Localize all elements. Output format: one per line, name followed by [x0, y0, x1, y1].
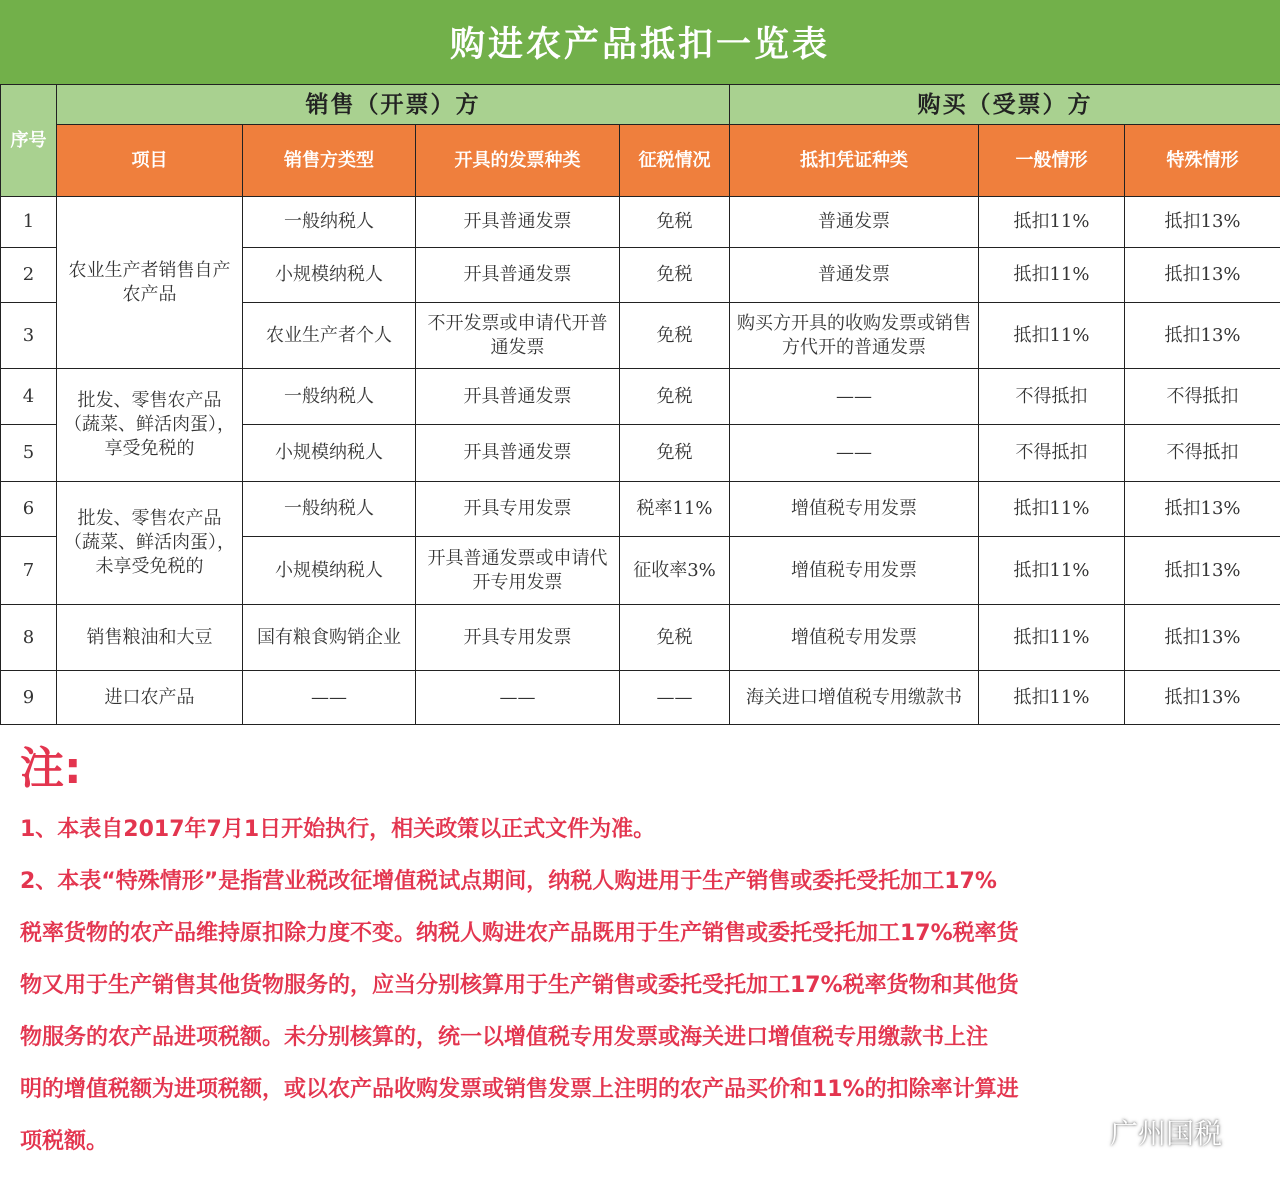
cell-seller-type: 一般纳税人: [243, 369, 416, 425]
cell-seller-type: 小规模纳税人: [243, 425, 416, 482]
cell-special-case: 不得抵扣: [1125, 425, 1280, 482]
cell-seller-type: 一般纳税人: [243, 482, 416, 537]
note-2-line: 项税额。: [20, 1129, 109, 1154]
cell-general-case: 抵扣11%: [979, 482, 1125, 537]
header-invoice-type: 开具的发票种类: [416, 125, 620, 197]
cell-invoice-type: 开具普通发票: [416, 248, 620, 303]
cell-voucher-type: 普通发票: [730, 197, 979, 248]
cell-special-case: 抵扣13%: [1125, 303, 1280, 369]
cell-voucher-type: 普通发票: [730, 248, 979, 303]
cell-invoice-type: 开具普通发票: [416, 369, 620, 425]
note-2-line: 物服务的农产品进项税额。未分别核算的，统一以增值税专用发票或海关进口增值税专用缴款书上注: [20, 1025, 989, 1050]
cell-tax-status: 免税: [620, 425, 730, 482]
notes-section: [20, 734, 1260, 1168]
cell-tax-status: ——: [620, 671, 730, 725]
cell-seq: 7: [1, 537, 57, 605]
cell-seller-type: 国有粮食购销企业: [243, 605, 416, 671]
cell-special-case: 抵扣13%: [1125, 197, 1280, 248]
cell-voucher-type: 增值税专用发票: [730, 605, 979, 671]
watermark: [1062, 1112, 1222, 1152]
cell-general-case: 抵扣11%: [979, 303, 1125, 369]
cell-tax-status: 征收率3%: [620, 537, 730, 605]
cell-tax-status: 免税: [620, 197, 730, 248]
page-title: 购进农产品抵扣一览表: [0, 0, 1280, 84]
deduction-table: [0, 84, 1280, 725]
notes-heading: 注:: [20, 743, 82, 794]
table-row: [1, 197, 1280, 248]
cell-general-case: 不得抵扣: [979, 369, 1125, 425]
cell-seq: 1: [1, 197, 57, 248]
header-seller-type: 销售方类型: [243, 125, 416, 197]
header-seq: 序号: [1, 85, 57, 197]
table-row: [1, 369, 1280, 425]
cell-special-case: 抵扣13%: [1125, 537, 1280, 605]
cell-special-case: 抵扣13%: [1125, 482, 1280, 537]
cell-invoice-type: 开具普通发票: [416, 197, 620, 248]
cell-invoice-type: 不开发票或申请代开普通发票: [416, 303, 620, 369]
cell-invoice-type: 开具专用发票: [416, 482, 620, 537]
cell-invoice-type: 开具普通发票: [416, 425, 620, 482]
wechat-icon: [1062, 1115, 1102, 1149]
header-general-case: 一般情形: [979, 125, 1125, 197]
cell-seller-type: 小规模纳税人: [243, 537, 416, 605]
header-tax-status: 征税情况: [620, 125, 730, 197]
cell-voucher-type: 购买方开具的收购发票或销售方代开的普通发票: [730, 303, 979, 369]
cell-special-case: 抵扣13%: [1125, 248, 1280, 303]
cell-tax-status: 税率11%: [620, 482, 730, 537]
watermark-text: 广州国税: [1110, 1117, 1223, 1150]
cell-seller-type: 一般纳税人: [243, 197, 416, 248]
cell-voucher-type: 增值税专用发票: [730, 537, 979, 605]
table-row: [1, 482, 1280, 537]
note-2-line: 2、本表“特殊情形”是指营业税改征增值税试点期间，纳税人购进用于生产销售或委托受托加工17%: [20, 869, 997, 894]
header-special-case: 特殊情形: [1125, 125, 1280, 197]
cell-item: 进口农产品: [57, 671, 243, 725]
cell-voucher-type: ——: [730, 369, 979, 425]
cell-seller-type: 小规模纳税人: [243, 248, 416, 303]
cell-general-case: 抵扣11%: [979, 671, 1125, 725]
cell-item: 批发、零售农产品（蔬菜、鲜活肉蛋），享受免税的: [57, 369, 243, 482]
cell-invoice-type: ——: [416, 671, 620, 725]
cell-tax-status: 免税: [620, 605, 730, 671]
cell-general-case: 不得抵扣: [979, 425, 1125, 482]
cell-seq: 9: [1, 671, 57, 725]
cell-seq: 5: [1, 425, 57, 482]
cell-tax-status: 免税: [620, 248, 730, 303]
note-1: 1、本表自2017年7月1日开始执行，相关政策以正式文件为准。: [20, 817, 656, 842]
cell-tax-status: 免税: [620, 369, 730, 425]
cell-tax-status: 免税: [620, 303, 730, 369]
cell-special-case: 抵扣13%: [1125, 671, 1280, 725]
cell-seq: 4: [1, 369, 57, 425]
cell-general-case: 抵扣11%: [979, 537, 1125, 605]
cell-seller-type: ——: [243, 671, 416, 725]
cell-general-case: 抵扣11%: [979, 605, 1125, 671]
cell-item: 批发、零售农产品（蔬菜、鲜活肉蛋），未享受免税的: [57, 482, 243, 605]
cell-item: 农业生产者销售自产农产品: [57, 197, 243, 369]
header-item: 项目: [57, 125, 243, 197]
cell-voucher-type: ——: [730, 425, 979, 482]
cell-special-case: 不得抵扣: [1125, 369, 1280, 425]
note-2-line: 明的增值税额为进项税额，或以农产品收购发票或销售发票上注明的农产品买价和11%的扣除率计算进: [20, 1077, 1019, 1102]
cell-invoice-type: 开具专用发票: [416, 605, 620, 671]
table-row: [1, 605, 1280, 671]
cell-general-case: 抵扣11%: [979, 197, 1125, 248]
group-header-buyer: 购买（受票）方: [730, 85, 1280, 125]
cell-seq: 6: [1, 482, 57, 537]
note-2-line: 物又用于生产销售其他货物服务的，应当分别核算用于生产销售或委托受托加工17%税率货物和其他货: [20, 973, 1019, 998]
cell-invoice-type: 开具普通发票或申请代开专用发票: [416, 537, 620, 605]
cell-seq: 2: [1, 248, 57, 303]
header-voucher-type: 抵扣凭证种类: [730, 125, 979, 197]
cell-seller-type: 农业生产者个人: [243, 303, 416, 369]
group-header-seller: 销售（开票）方: [57, 85, 730, 125]
cell-voucher-type: 海关进口增值税专用缴款书: [730, 671, 979, 725]
cell-general-case: 抵扣11%: [979, 248, 1125, 303]
cell-seq: 3: [1, 303, 57, 369]
cell-seq: 8: [1, 605, 57, 671]
note-2-line: 税率货物的农产品维持原扣除力度不变。纳税人购进农产品既用于生产销售或委托受托加工17%税率货: [20, 921, 1019, 946]
cell-special-case: 抵扣13%: [1125, 605, 1280, 671]
table-row: [1, 671, 1280, 725]
cell-item: 销售粮油和大豆: [57, 605, 243, 671]
cell-voucher-type: 增值税专用发票: [730, 482, 979, 537]
